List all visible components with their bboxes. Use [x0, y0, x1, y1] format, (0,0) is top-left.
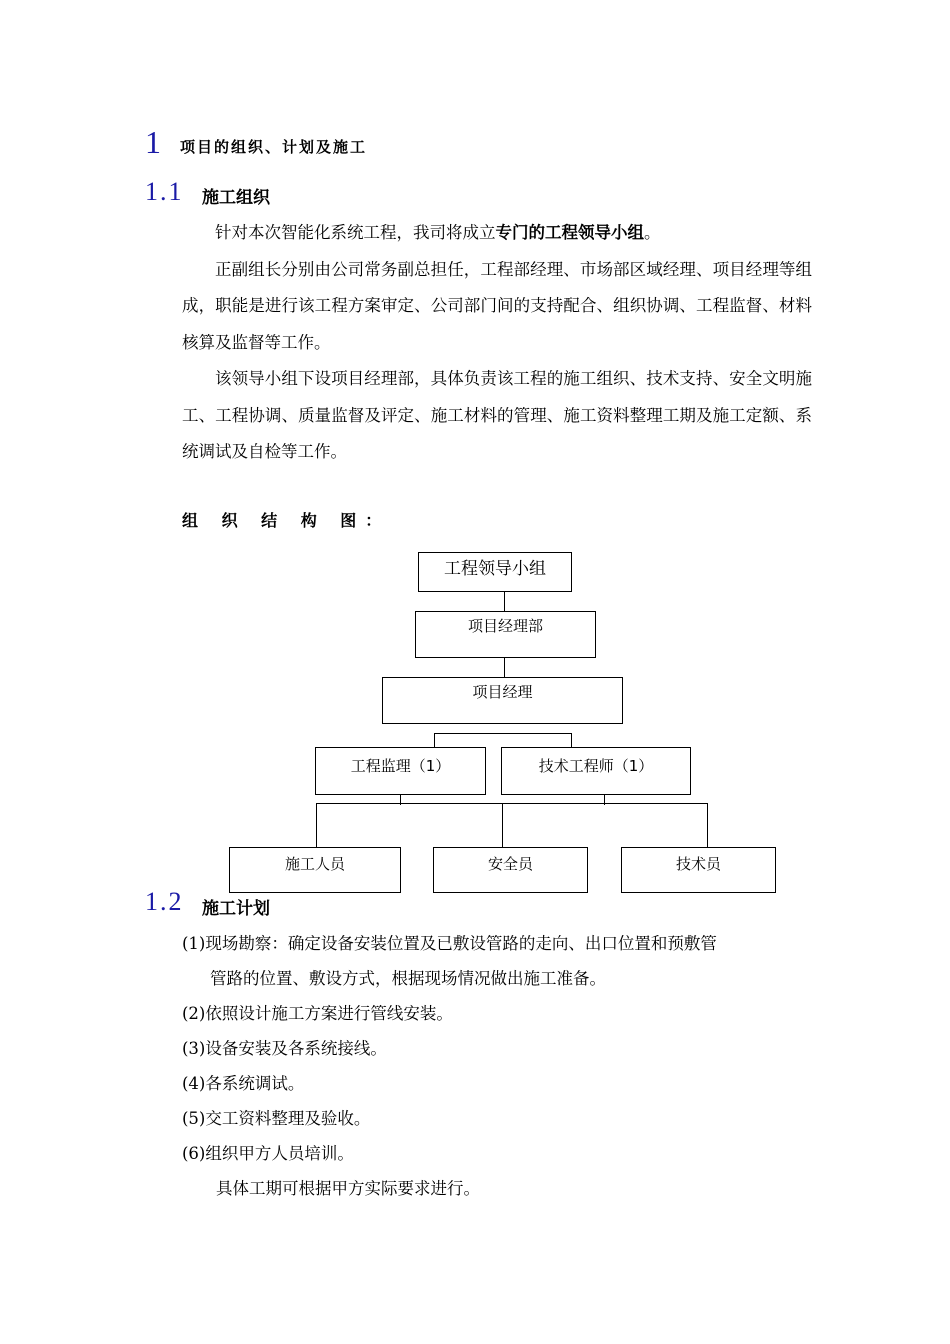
connector-line — [604, 795, 605, 805]
connector-line — [316, 803, 708, 804]
plan-item: (6)组织甲方人员培训。 — [182, 1144, 354, 1163]
connector-line — [316, 803, 317, 847]
plan-list — [182, 926, 822, 1206]
connector-line — [400, 795, 401, 805]
paragraph-3: 该领导小组下设项目经理部，具体负责该工程的施工组织、技术支持、安全文明施工、工程协调、质量监督及评定、施工材料的管理、施工资料整理工期及施工定额、系统调试及自检等工作。 — [182, 369, 812, 461]
org-box-project-department: 项目经理部 — [415, 611, 596, 658]
paragraph-1 — [182, 215, 812, 252]
org-box-leadership-group: 工程领导小组 — [418, 552, 572, 592]
connector-line — [504, 591, 505, 611]
plan-item: (3)设备安装及各系统接线。 — [182, 1039, 387, 1058]
plan-item: (4)各系统调试。 — [182, 1074, 305, 1093]
section-1-2-title: 施工计划 — [202, 899, 270, 919]
heading-1-number: 1 — [145, 124, 161, 160]
connector-line — [434, 733, 572, 734]
org-box-technical-engineer: 技术工程师（1） — [501, 747, 691, 795]
plan-closing: 具体工期可根据甲方实际要求进行。 — [216, 1179, 480, 1198]
section-1-1-title: 施工组织 — [202, 188, 270, 208]
plan-item: (5)交工资料整理及验收。 — [182, 1109, 371, 1128]
section-1-1-body — [182, 215, 812, 471]
org-box-technician: 技术员 — [621, 847, 776, 893]
section-1-1-number: 1.1 — [145, 177, 184, 206]
org-box-safety-officer: 安全员 — [433, 847, 588, 893]
plan-item-continuation: 管路的位置、敷设方式，根据现场情况做出施工准备。 — [210, 969, 606, 988]
connector-line — [434, 733, 435, 747]
paragraph-1-text: 针对本次智能化系统工程，我司将成立 — [215, 223, 496, 242]
heading-1-title: 项目的组织、计划及施工 — [180, 138, 368, 156]
connector-line — [707, 803, 708, 847]
connector-line — [504, 657, 505, 677]
org-chart-label: 组 织 结 构 图： — [182, 511, 391, 530]
org-box-construction-staff: 施工人员 — [229, 847, 401, 893]
plan-item: (1)现场勘察：确定设备安装位置及已敷设管路的走向、出口位置和预敷管 — [182, 934, 717, 953]
connector-line — [571, 733, 572, 747]
paragraph-1-emphasis: 专门的工程领导小组 — [495, 223, 644, 242]
org-box-project-manager: 项目经理 — [382, 677, 623, 724]
connector-line — [502, 803, 503, 847]
paragraph-2: 正副组长分别由公司常务副总担任，工程部经理、市场部区域经理、项目经理等组成，职能是进行该工程方案审定、公司部门间的支持配合、组织协调、工程监督、材料核算及监督等工作。 — [182, 259, 812, 352]
org-box-supervisor: 工程监理（1） — [315, 747, 486, 795]
paragraph-1-end: 。 — [644, 223, 661, 242]
plan-item: (2)依照设计施工方案进行管线安装。 — [182, 1004, 453, 1023]
section-1-2-number: 1.2 — [145, 887, 184, 916]
